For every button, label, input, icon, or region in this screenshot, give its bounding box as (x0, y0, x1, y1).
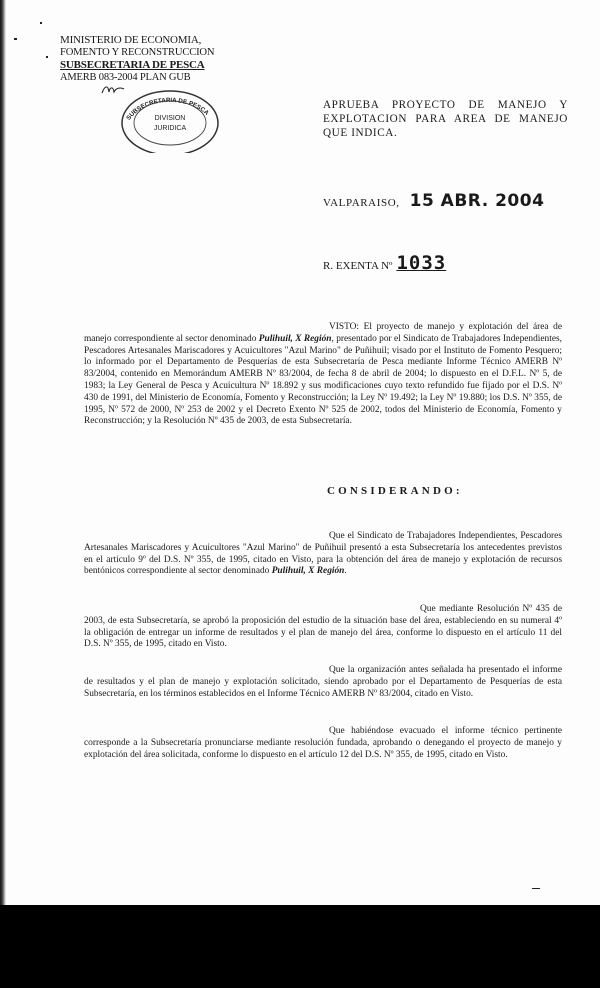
considerando-paragraph-2: Que mediante Resolución Nº 435 de 2003, de esta Subsecretaría, se aprobó la proposición del estudio de la situación base del área, estableciendo en su numeral 4º la obligación de entregar un informe de resultados y el plan de manejo del área, conforme lo dispuesto en el artículo 11 del D.S. Nº 355, de 1995, citado en Visto. (84, 604, 562, 650)
date-stamp: 15 ABR. 2004 (409, 191, 545, 211)
scan-edge-shadow (0, 0, 6, 905)
paragraph-1-end: . (344, 566, 347, 577)
header-line-reference: AMERB 083-2004 PLAN GUB (60, 71, 191, 83)
considerando-paragraph-3: Que la organización antes señalada ha presentado el informe de resultados y el plan de manejo y explotación solicitado, siendo aprobado por el Departamento de Pesquerías de esta Subsecretaría, en los términos establecidos en el Informe Técnico AMERB Nº 83/2004, citado en Visto. (84, 665, 562, 699)
visto-text-after: , presentado por el Sindicato de Trabajadores Independientes, Pescadores Artesanales Mariscadores y Acuicultores "Azul Marino" de Puñihuil; visado por el Instituto de Fomento Pesquero; lo informado por el Departamento de Pesquerías de esta Subsecretaría de Pesca mediante Informe Técnico AMERB Nº 83/2004, contenido en Memorándum AMERB Nº 83/2004, de fecha 8 de abril de 2004; lo dispuesto en el D.F.L. Nº 5, de 1983; la Ley General de Pesca y Acuicultura Nº 18.892 y sus modificaciones cuyo texto refundido fue fijado por el D.S. Nº 430 de 1991, del Ministerio de Economía, Fomento y Reconstrucción; la Ley Nº 19.492; la Ley Nº 19.880; los D.S. Nº 355, de 1995, Nº 572 de 2000, Nº 253 de 2002 y el Decreto Exento Nº 525 de 2002, todos del Ministerio de Economía, Fomento y Reconstrucción; y la Resolución Nº 435 de 2003, de esta Subsecretaría. (84, 333, 562, 427)
paragraph-1-text: Que el Sindicato de Trabajadores Independientes, Pescadores Artesanales Mariscadores y Acuicultores "Azul Marino" de Puñihuil presentó a esta Subsecretaría los antecedentes previstos en el artículo 9º del D.S. Nº 355, de 1995, citado en Visto, para la obtención del área de manejo y explotación de recursos bentónicos correspondiente al sector denominado (84, 531, 562, 577)
scan-bottom-band (0, 905, 600, 988)
division-juridica-seal (120, 83, 220, 153)
scan-speck (14, 38, 17, 40)
visto-paragraph (84, 322, 562, 428)
seal-center-line-2: JURIDICA (153, 125, 187, 132)
seal-ring-text: SUBSECRETARIA DE PESCA (125, 96, 211, 122)
scan-speck (40, 22, 42, 24)
considerando-paragraph-1 (84, 531, 562, 578)
visto-lead: VISTO: (329, 322, 360, 332)
resolution-number: 1033 (396, 252, 447, 274)
ministry-header (60, 34, 235, 84)
considerando-heading: CONSIDERANDO: (327, 485, 463, 497)
considerando-paragraph-4: Que habiéndose evacuado el informe técnico pertinente corresponde a la Subsecretaría pronunciarse mediante resolución fundada, aprobando o denegando el proyecto de manejo y explotación del área solicitada, conforme lo dispuesto en el artículo 12 del D.S. Nº 355, de 1995, citado en Visto. (84, 726, 562, 760)
header-line-fomento: FOMENTO Y RECONSTRUCCION (60, 46, 215, 58)
paragraph-1-sector-name: Pulihuil, X Región (271, 566, 345, 577)
resolution-title: APRUEBA PROYECTO DE MANEJO Y EXPLOTACION PARA AREA DE MANEJO QUE INDICA. (323, 99, 568, 139)
scan-speck (532, 888, 540, 889)
header-line-subsecretaria: SUBSECRETARIA DE PESCA (60, 59, 205, 71)
date-line (323, 191, 544, 211)
visto-text-before: El proyecto de manejo y explotación del área de manejo correspondiente al sector denominado (84, 322, 562, 344)
seal-center-line-1: DIVISION (154, 115, 186, 122)
date-city: VALPARAISO, (323, 197, 400, 209)
scan-speck (46, 56, 48, 58)
visto-sector-name: Pulihuil, X Región (258, 333, 332, 344)
resolution-number-line (323, 252, 446, 274)
resolution-label: R. EXENTA Nº (323, 260, 393, 272)
header-line-ministry: MINISTERIO DE ECONOMIA, (60, 34, 202, 46)
